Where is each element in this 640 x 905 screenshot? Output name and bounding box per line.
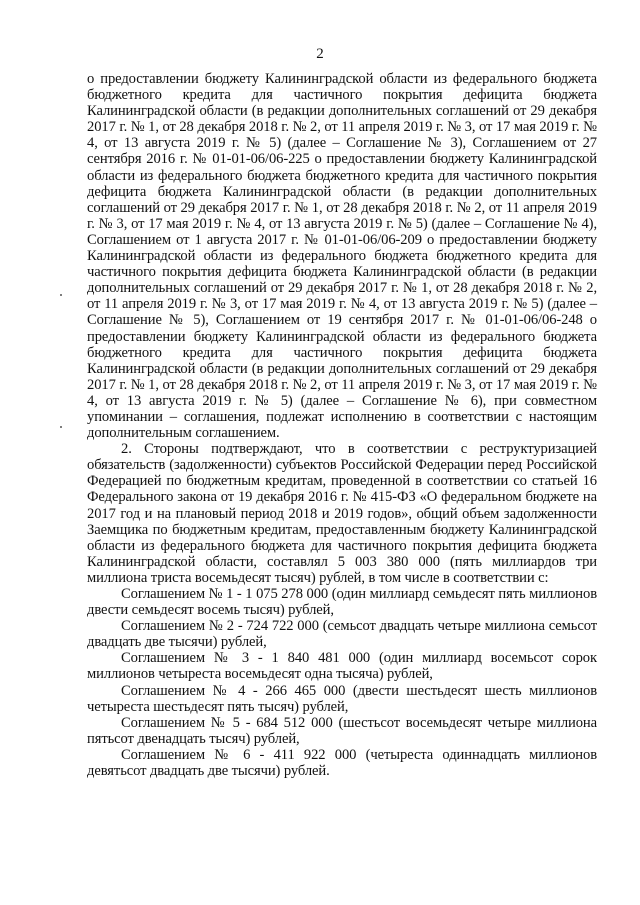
scan-speck <box>60 426 62 428</box>
page-number: 2 <box>316 46 324 62</box>
paragraph-item-2: 2. Стороны подтверждают, что в соответствии с реструктуризацией обязательств (задолженности) субъектов Российской Федерации перед Российской Федерацией по бюджетным кредитам, проведенной в соответствии со статьей 16 Федерального закона от 19 декабря 2016 г. № 415-ФЗ «О федеральном бюджете на 2017 год и на плановый период 2018 и 2019 годов», общий объем задолженности Заемщика по бюджетным кредитам, предоставленным бюджету Калининградской области из федерального бюджета для частичного покрытия дефицита бюджета Калининградской области, составлял 5 003 380 000 (пять миллиардов три миллиона триста восемьдесят тысяч) рублей, в том числе в соответствии с: <box>87 441 597 586</box>
scan-speck <box>60 294 62 296</box>
paragraph-continuation: о предоставлении бюджету Калининградской области из федерального бюджета бюджетного кредита для частичного покрытия дефицита бюджета Калининградской области (в редакции дополнительных соглашений от 29 декабря 2017 г. № 1, от 28 декабря 2018 г. № 2, от 11 апреля 2019 г. № 3, от 17 мая 2019 г. № 4, от 13 августа 2019 г. № 5) (далее – Соглашение № 3), Соглашением от 27 сентября 2016 г. № 01-01-06/06-225 о предоставлении бюджету Калининградской области из федерального бюджета бюджетного кредита для частичного покрытия дефицита бюджета Калининградской области (в редакции дополнительных соглашений от 29 декабря 2017 г. № 1, от 28 декабря 2018 г. № 2, от 11 апреля 2019 г. № 3, от 17 мая 2019 г. № 4, от 13 августа 2019 г. № 5) (далее – Соглашение № 4), Соглашением от 1 августа 2017 г. № 01-01-06/06-209 о предоставлении бюджету Калининградской области из федерального бюджета бюджетного кредита для частичного покрытия дефицита бюджета Калининградской области (в редакции дополнительных соглашений от 29 декабря 2017 г. № 1, от 28 декабря 2018 г. № 2, от 11 апреля 2019 г. № 3, от 17 мая 2019 г. № 4, от 13 августа 2019 г. № 5) (далее – Соглашение № 5), Соглашением от 19 сентября 2017 г. № 01-01-06/06-248 о предоставлении бюджету Калининградской области из федерального бюджета бюджетного кредита для частичного покрытия дефицита бюджета Калининградской области (в редакции дополнительных соглашений от 29 декабря 2017 г. № 1, от 28 декабря 2018 г. № 2, от 11 апреля 2019 г. № 3, от 17 мая 2019 г. № 4, от 13 августа 2019 г. № 5) (далее – Соглашение № 6), при совместном упоминании – соглашения, подлежат исполнению в соответствии с настоящим дополнительным соглашением. <box>87 71 597 442</box>
agreement-amount-5: Соглашением № 5 - 684 512 000 (шестьсот восемьдесят четыре миллиона пятьсот двенадцать тысяч) рублей, <box>87 714 597 747</box>
agreement-amount-3: Соглашением № 3 - 1 840 481 000 (один миллиард восемьсот сорок миллионов четыреста восемьдесят одна тысяча) рублей, <box>87 650 597 683</box>
agreement-amount-2: Соглашением № 2 - 724 722 000 (семьсот двадцать четыре миллиона семьсот двадцать две тысячи) рублей, <box>87 618 597 651</box>
agreement-amount-4: Соглашением № 4 - 266 465 000 (двести шестьдесят шесть миллионов четыреста шестьдесят пять тысяч) рублей, <box>87 682 597 715</box>
agreement-amount-6: Соглашением № 6 - 411 922 000 (четыреста одиннадцать миллионов девятьсот двадцать две тысячи) рублей. <box>87 746 597 780</box>
agreement-amount-1: Соглашением № 1 - 1 075 278 000 (один миллиард семьдесят пять миллионов двести семьдесят восемь тысяч) рублей, <box>87 586 597 619</box>
document-body <box>87 71 597 779</box>
